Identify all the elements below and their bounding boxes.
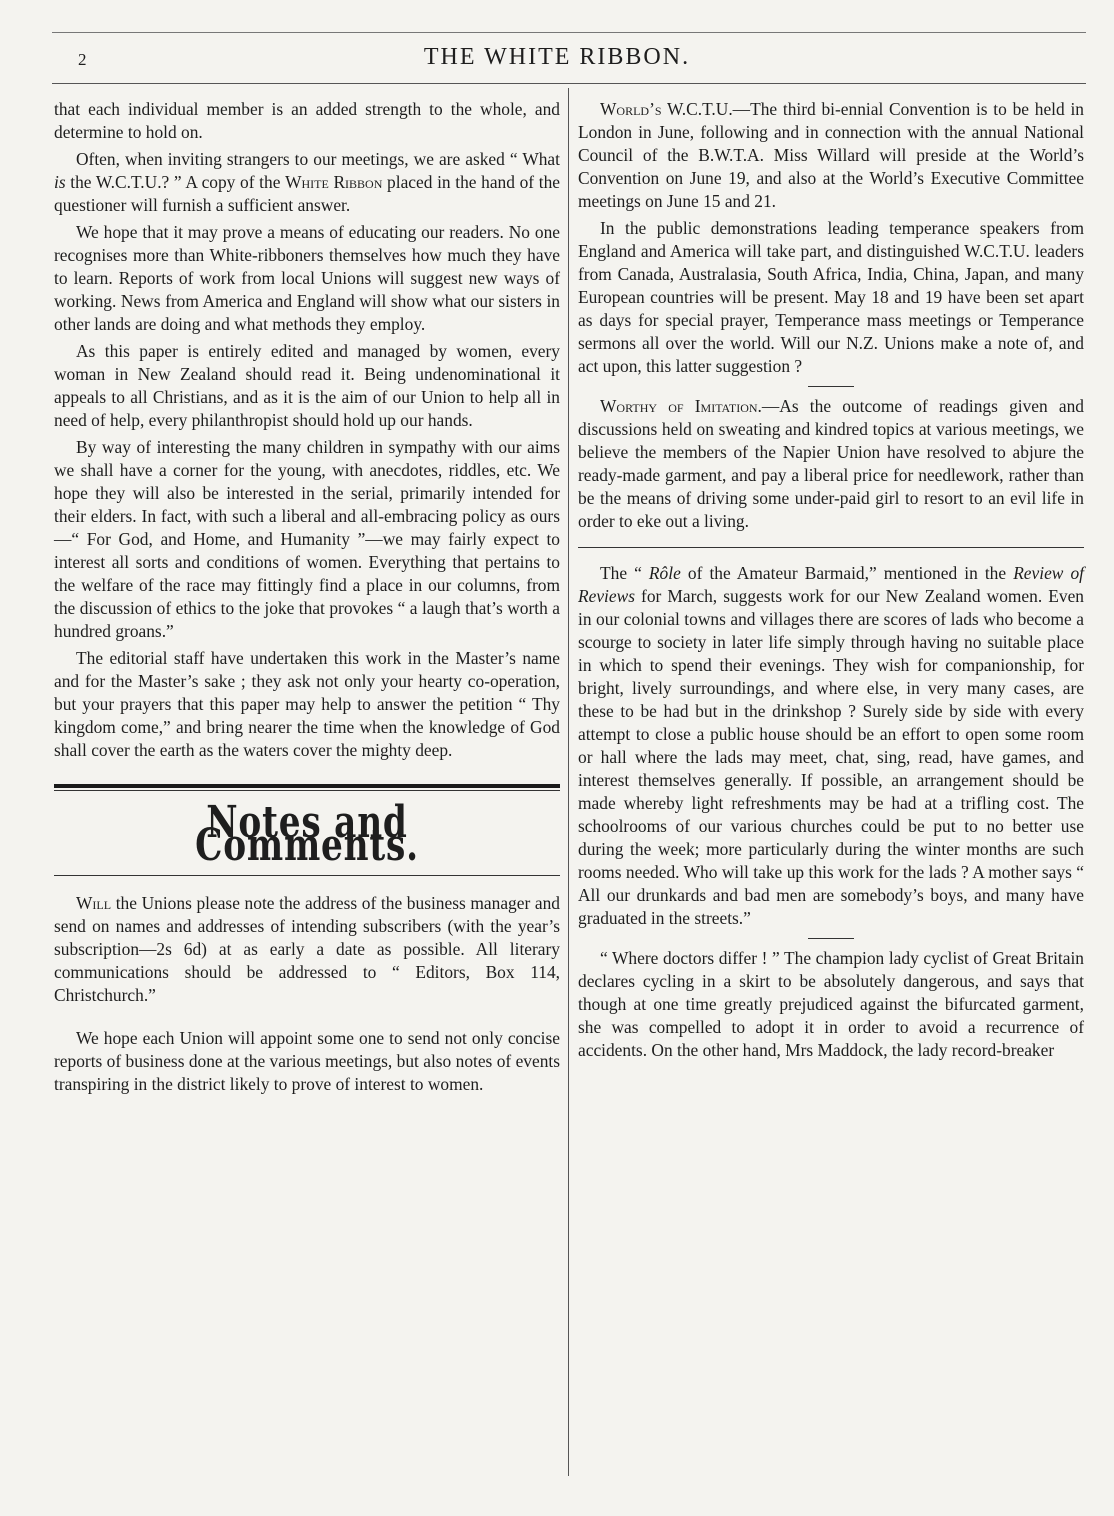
paragraph: that each individual member is an added strength to the whole, and determine to hold on.	[54, 99, 560, 142]
paragraph: World’s W.C.T.U.—The third bi-ennial Convention is to be held in London in June, following and in connection with the annual National Council of the B.W.T.A. Miss Willard will preside at the World’s Convention on June 19, and also at the World’s Executive Committee meetings on June 15 and 21.	[578, 99, 1084, 211]
note-paragraph: We hope each Union will appoint some one to send not only concise reports of business done at the various meetings, but also notes of events transpiring in the district likely to prove of interest to women.	[54, 1028, 560, 1094]
header-top-rule	[52, 32, 1086, 33]
right-column	[578, 98, 1084, 1066]
paragraph: As this paper is entirely edited and managed by women, every woman in New Zealand should read it. Being undenominational it appeals to all Christians, and as it is the aim of our Union to help all in need of help, every philanthropist should hold up our hands.	[54, 341, 560, 430]
paragraph: The editorial staff have undertaken this work in the Master’s name and for the Master’s sake ; they ask not only your hearty co-operation, but your prayers that this paper may help to answer the petition “ Thy kingdom come,” and bring nearer the time when the knowledge of God shall cover the earth as the waters cover the mighty deep.	[54, 648, 560, 760]
separator-rule	[808, 938, 854, 939]
paragraph: In the public demonstrations leading temperance speakers from England and America will take part, and distinguished W.C.T.U. leaders from Canada, Australasia, South Africa, India, China, Japan, and many European countries will be present. May 18 and 19 have been set apart as days for special prayer, Temperance mass meetings or Temperance sermons all over the world. Will our N.Z. Unions make a note of, and act upon, this latter suggestion ?	[578, 218, 1084, 376]
header-rule	[52, 83, 1086, 84]
section-heading: Notes and Comments.	[195, 797, 419, 871]
paragraph: Often, when inviting strangers to our meetings, we are asked “ What is the W.C.T.U.? ” A copy of the White Ribbon placed in the hand of the questioner will furnish a sufficient answer.	[54, 149, 560, 215]
section-rule-thin	[54, 790, 560, 791]
note-paragraph: Will the Unions please note the address of the business manager and send on names and addresses of intending subscribers (with the year’s subscription—2s 6d) at as early a date as possible. All literary communications should be addressed to “ Editors, Box 114, Christchurch.”	[54, 893, 560, 1005]
running-title: THE WHITE RIBBON.	[423, 44, 691, 70]
paragraph: We hope that it may prove a means of educating our readers. No one recognises more than White-ribboners themselves how much they have to learn. Reports of work from local Unions will suggest new ways of working. News from America and England will show what our sisters in other lands are doing and what methods they employ.	[54, 222, 560, 334]
paragraph: The “ Rôle of the Amateur Barmaid,” mentioned in the Review of Reviews for March, suggests work for our New Zealand women. Even in our colonial towns and villages there are scores of lads who become a scourge to society in later life simply through having no suitable place in which to spend their evenings. They wish for companionship, for bright, lively surroundings, and where else, in very many cases, are these to be had but in the drinkshop ? Surely side by side with every attempt to close a public house should be an effort to open some room or hall where the lads may meet, chat, sing, read, have games, and interest themselves generally. If possible, an arrangement should be made whereby light refreshments may be had at a trifling cost. The schoolrooms of our various churches could be put to no better use during the week; more particularly during the winter months are such rooms needed. Who will take up this work for the lads ? A mother says “ All our drunkards and bad men are somebody’s boys, and many have graduated in the streets.”	[578, 563, 1085, 928]
paragraph: “ Where doctors differ ! ” The champion lady cyclist of Great Britain declares cycling in a skirt to be absolutely dangerous, and says that though at one time greatly prejudiced against the bifurcated garment, she was compelled to adopt it in order to avoid a recurrence of accidents. On the other hand, Mrs Maddock, the lady record-breaker	[578, 948, 1084, 1060]
section-rule-thick	[54, 784, 560, 788]
separator-rule-wide	[578, 547, 1084, 548]
heading-rule	[54, 875, 560, 876]
paragraph: Worthy of Imitation.—As the outcome of readings given and discussions held on sweating and kindred topics at various meetings, we believe the members of the Napier Union have resolved to abjure the ready-made garment, and pay a liberal price for needlework, rather than be the means of driving some under-paid girl to resort to an evil life in order to eke out a living.	[578, 396, 1084, 531]
column-divider	[568, 88, 569, 1476]
separator-rule	[808, 386, 854, 387]
page-number: 2	[78, 50, 87, 69]
left-column	[54, 98, 560, 1100]
paragraph: By way of interesting the many children in sympathy with our aims we shall have a corner for the young, with anecdotes, riddles, etc. We hope they will also be interested in the serial, primarily intended for their elders. In fact, with such a liberal and all-embracing policy as ours —“ For God, and Home, and Humanity ”—we may fairly expect to interest all sorts and conditions of women. Everything that pertains to the welfare of the race may fittingly find a place in our columns, from the discussion of ethics to the joke that provokes “ a laugh that’s worth a hundred groans.”	[54, 437, 560, 641]
spacer	[54, 1011, 560, 1027]
